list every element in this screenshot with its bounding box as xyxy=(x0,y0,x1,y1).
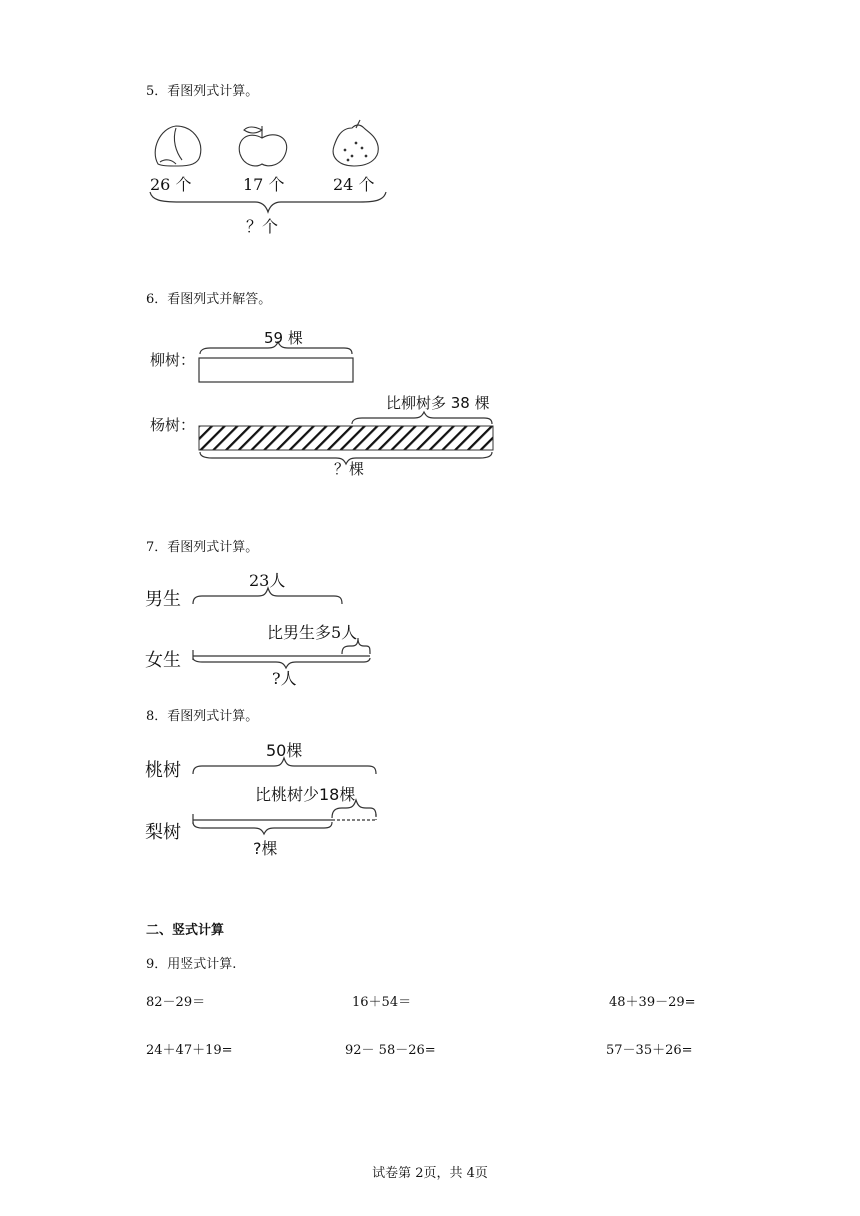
question-9-title: 9．用竖式计算. xyxy=(146,957,237,972)
pear-tree-note: 比桃树少18棵 xyxy=(255,785,356,804)
boys-label: 男生 xyxy=(145,589,181,610)
willow-value: 59 棵 xyxy=(264,329,303,347)
peach-tree-value: 50棵 xyxy=(266,741,303,760)
problem-1: 82－29＝ xyxy=(146,995,206,1010)
apple-count: 17 个 xyxy=(243,175,285,194)
peach-count: 26 个 xyxy=(150,175,192,194)
q5-total: ？个 xyxy=(246,217,279,236)
q6-total: ？棵 xyxy=(334,460,365,478)
question-5-title: 5．看图列式计算。 xyxy=(146,84,259,99)
problem-5: 92－ 58－26= xyxy=(345,1043,436,1058)
q8-total: ?棵 xyxy=(253,839,278,858)
boys-value: 23人 xyxy=(249,571,286,590)
problem-6: 57－35＋26= xyxy=(606,1043,693,1058)
girls-note: 比男生多5人 xyxy=(267,623,358,642)
poplar-note: 比柳树多 38 棵 xyxy=(386,394,490,412)
question-8-title: 8．看图列式计算。 xyxy=(146,709,259,724)
peach-tree-label: 桃树 xyxy=(145,760,181,781)
willow-label: 柳树： xyxy=(150,351,196,369)
question-7-title: 7．看图列式计算。 xyxy=(146,540,259,555)
q7-total: ?人 xyxy=(272,669,297,688)
page-footer: 试卷第 2页，共 4页 xyxy=(372,1166,488,1181)
pear-count: 24 个 xyxy=(333,175,375,194)
problem-2: 16＋54＝ xyxy=(352,995,412,1010)
problem-4: 24＋47＋19= xyxy=(146,1043,233,1058)
section-heading: 二、竖式计算 xyxy=(146,923,225,938)
girls-label: 女生 xyxy=(145,650,181,671)
pear-tree-label: 梨树 xyxy=(145,822,181,843)
poplar-label: 杨树： xyxy=(150,416,196,434)
question-6-title: 6．看图列式并解答。 xyxy=(146,292,272,307)
problem-3: 48＋39－29= xyxy=(609,995,696,1010)
